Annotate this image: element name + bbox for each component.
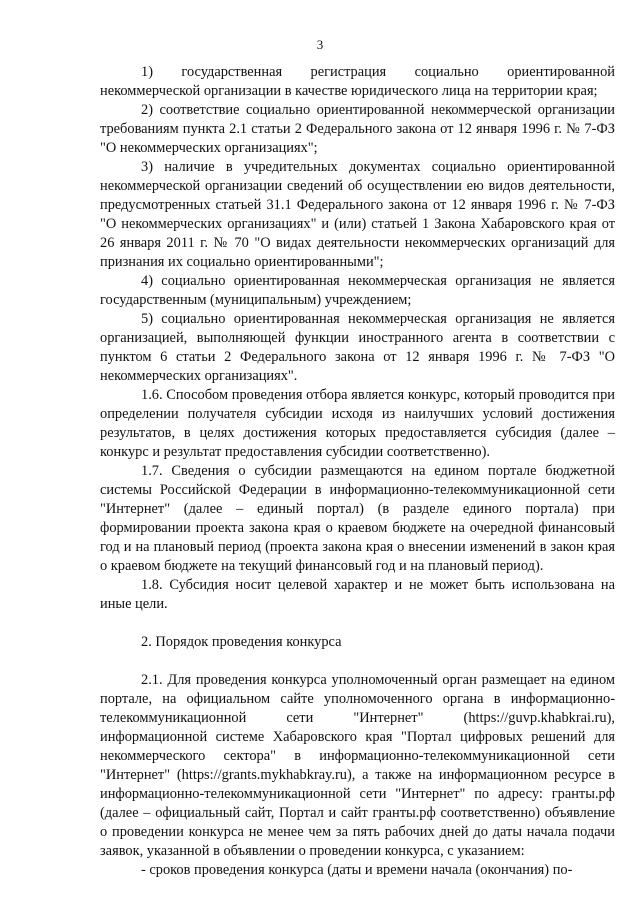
paragraph-list-item: - сроков проведения конкурса (даты и времени начала (окончания) по- (141, 862, 573, 878)
paragraph-condition-2: 2) соответствие социально ориентированной некоммерческой организации требованиям пункта 2.1 статьи 2 Федерального закона от 12 января 1996 г. № 7-ФЗ "О некоммерческих организациях"; (100, 102, 615, 156)
section-heading: 2. Порядок проведения конкурса (141, 634, 342, 650)
paragraph-1-7: 1.7. Сведения о субсидии размещаются на едином портале бюджетной системы Российской Федерации в информационно-телекоммуникационной сети "Интернет" (далее – единый портал) (в разделе единого портала) при формировании проекта закона края о краевом бюджете на очередной финансовый год и на плановый период (проекта закона края о внесении изменений в закон края о краевом бюджете на текущий финансовый год и на плановый период). (100, 463, 615, 574)
paragraph-condition-3: 3) наличие в учредительных документах социально ориентированной некоммерческой организации сведений об осуществлении ею видов деятельности, предусмотренных статьей 31.1 Федерального закона от 12 января 1996 г. № 7-ФЗ "О некоммерческих организациях" и (или) статьей 1 Закона Хабаровского края от 26 января 2011 г. № 70 "О видах деятельности некоммерческих организаций для признания их социально ориентированными"; (100, 159, 615, 270)
document-body (100, 63, 615, 880)
paragraph-condition-1: 1) государственная регистрация социально ориентированной некоммерческой организации в качестве юридического лица на территории края; (100, 64, 615, 99)
paragraph-1-6: 1.6. Способом проведения отбора является конкурс, который проводится при определении получателя субсидии исходя из наилучших условий достижения результатов, в целях достижения которых предоставляется субсидия (далее – конкурс и результат предоставления субсидии соответственно). (100, 387, 615, 460)
section-spacer (100, 652, 615, 671)
paragraph-2-1: 2.1. Для проведения конкурса уполномоченный орган размещает на едином портале, на официальном сайте уполномоченного органа в информационно-телекоммуникационной сети "Интернет" (https://guvp.khabkrai.ru), информационной системе Хабаровского края "Портал цифровых решений для некоммерческого сектора" в информационно-телекоммуникационной сети "Интернет" (https://grants.mykhabkray.ru), а также на информационном ресурсе в информационно-телекоммуникационной сети "Интернет" по адресу: гранты.рф (далее – официальный сайт, Портал и сайт гранты.рф соответственно) объявление о проведении конкурса не менее чем за пять рабочих дней до даты начала подачи заявок, указанной в объявлении о проведении конкурса, с указанием: (100, 672, 615, 859)
paragraph-1-8: 1.8. Субсидия носит целевой характер и не может быть использована на иные цели. (100, 577, 615, 612)
page-number: 3 (316, 37, 324, 52)
section-spacer (100, 614, 615, 633)
paragraph-condition-4: 4) социально ориентированная некоммерческая организация не является государственным (муниципальным) учреждением; (100, 273, 615, 308)
paragraph-condition-5: 5) социально ориентированная некоммерческая организация не является организацией, выполняющей функции иностранного агента в соответствии с пунктом 6 статьи 2 Федерального закона от 12 января 1996 г. № 7-ФЗ "О некоммерческих организациях". (100, 311, 615, 384)
